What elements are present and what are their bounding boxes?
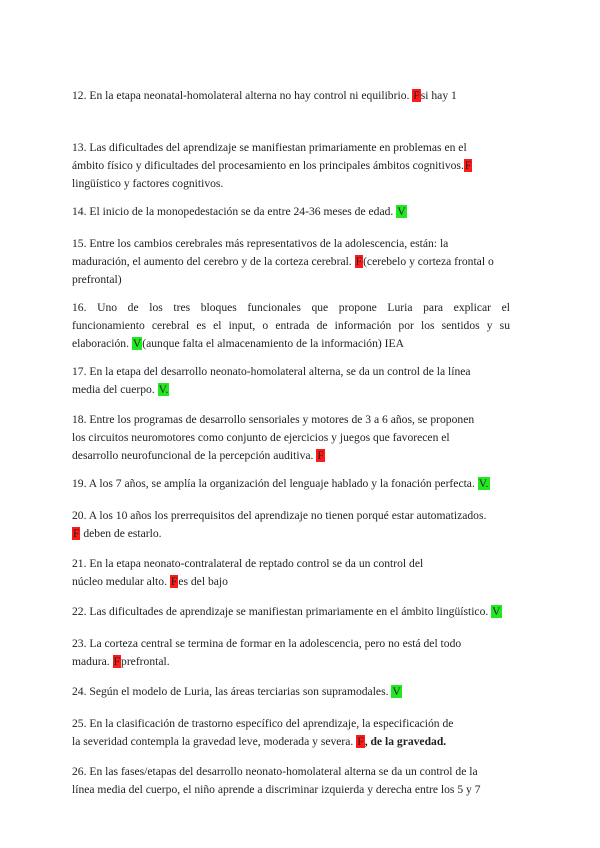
correction-note: , de la gravedad. bbox=[364, 735, 447, 748]
question-20-line bbox=[72, 526, 162, 541]
question-text: 20. A los 10 años los prerrequisitos del aprendizaje no tienen porqué estar automatizados. bbox=[72, 509, 487, 522]
question-23-line bbox=[72, 636, 461, 651]
question-text: funcionamiento cerebral es el input, o entrada de información por los sentidos y su bbox=[72, 319, 510, 332]
question-15-line bbox=[72, 272, 122, 287]
question-14-line bbox=[72, 204, 407, 219]
question-15-line bbox=[72, 236, 448, 251]
true-answer-mark: V. bbox=[478, 477, 489, 490]
false-answer-mark: F bbox=[170, 575, 178, 588]
correction-note: prefrontal. bbox=[121, 655, 170, 668]
true-answer-mark: V bbox=[132, 337, 142, 350]
question-13-line bbox=[72, 140, 467, 155]
false-answer-mark: F bbox=[413, 89, 420, 102]
question-text: 13. Las dificultades del aprendizaje se manifiestan primariamente en problemas en el bbox=[72, 141, 467, 154]
false-answer-mark: F bbox=[73, 527, 80, 540]
question-text: desarrollo neurofuncional de la percepción auditiva. bbox=[72, 449, 317, 462]
question-text: núcleo medular alto. bbox=[72, 575, 170, 588]
question-18-line bbox=[72, 448, 325, 463]
question-text: maduración, el aumento del cerebro y de la corteza cerebral. bbox=[72, 255, 355, 268]
question-text: 19. A los 7 años, se amplía la organización del lenguaje hablado y la fonación perfecta. bbox=[72, 477, 478, 490]
false-answer-mark: F bbox=[317, 449, 324, 462]
question-text: lingüístico y factores cognitivos. bbox=[72, 177, 224, 190]
question-text: prefrontal) bbox=[72, 273, 122, 286]
question-16-line bbox=[72, 318, 510, 333]
question-25-line bbox=[72, 716, 453, 731]
true-answer-mark: V bbox=[397, 205, 406, 218]
question-13-line bbox=[72, 176, 223, 191]
question-26-line bbox=[72, 782, 481, 797]
question-12-line bbox=[72, 88, 457, 103]
question-text: elaboración. bbox=[72, 337, 132, 350]
question-text: ámbito físico y dificultades del procesamiento en los principales ámbitos cognitivos. bbox=[72, 159, 464, 172]
question-text: 24. Según el modelo de Luria, las áreas terciarias son supramodales. bbox=[72, 685, 392, 698]
question-24-line bbox=[72, 684, 402, 699]
question-16-line bbox=[72, 336, 404, 351]
question-text: 14. El inicio de la monopedestación se da entre 24-36 meses de edad. bbox=[72, 205, 397, 218]
question-21-line bbox=[72, 574, 228, 589]
question-25-line bbox=[72, 734, 446, 749]
question-17-line bbox=[72, 382, 169, 397]
false-answer-mark: F bbox=[113, 655, 121, 668]
question-22-line bbox=[72, 604, 502, 619]
correction-note: (cerebelo y corteza frontal o bbox=[363, 255, 494, 268]
question-text: los circuitos neuromotores como conjunto de ejercicios y juegos que favorecen el bbox=[72, 431, 450, 444]
question-15-line bbox=[72, 254, 494, 269]
question-23-line bbox=[72, 654, 170, 669]
question-text: 23. La corteza central se termina de formar en la adolescencia, pero no está del todo bbox=[72, 637, 462, 650]
correction-note: (aunque falta el almacenamiento de la información) IEA bbox=[142, 337, 404, 350]
question-text: 22. Las dificultades de aprendizaje se manifiestan primariamente en el ámbito lingüístico. bbox=[72, 605, 492, 618]
true-answer-mark: V bbox=[492, 605, 501, 618]
question-18-line bbox=[72, 430, 450, 445]
question-text: 18. Entre los programas de desarrollo sensoriales y motores de 3 a 6 años, se proponen bbox=[72, 413, 475, 426]
question-26-line bbox=[72, 764, 478, 779]
question-text: línea media del cuerpo, el niño aprende a discriminar izquierda y derecha entre los 5 y 7 bbox=[72, 783, 481, 796]
question-text: media del cuerpo. bbox=[72, 383, 158, 396]
question-19-line bbox=[72, 476, 490, 491]
question-text: 25. En la clasificación de trastorno específico del aprendizaje, la especificación de bbox=[72, 717, 454, 730]
question-text: la severidad contempla la gravedad leve, moderada y severa. bbox=[72, 735, 357, 748]
false-answer-mark: F bbox=[464, 159, 472, 172]
question-text: 16. Uno de los tres bloques funcionales que propone Luria para explicar el bbox=[72, 301, 510, 314]
question-text: 26. En las fases/etapas del desarrollo neonato-homolateral alterna se da un control de la bbox=[72, 765, 478, 778]
true-answer-mark: V. bbox=[158, 383, 169, 396]
question-20-line bbox=[72, 508, 486, 523]
false-answer-mark: F bbox=[357, 735, 364, 748]
question-text: 21. En la etapa neonato-contralateral de reptado control se da un control del bbox=[72, 557, 424, 570]
question-13-line bbox=[72, 158, 472, 173]
question-16-line bbox=[72, 300, 510, 315]
question-text: 12. En la etapa neonatal-homolateral alterna no hay control ni equilibrio. bbox=[72, 89, 413, 102]
correction-note: es del bajo bbox=[178, 575, 228, 588]
correction-note: deben de estarlo. bbox=[80, 527, 162, 540]
question-text: 15. Entre los cambios cerebrales más representativos de la adolescencia, están: la bbox=[72, 237, 449, 250]
question-21-line bbox=[72, 556, 423, 571]
question-17-line bbox=[72, 364, 471, 379]
true-answer-mark: V bbox=[392, 685, 401, 698]
correction-note: si hay 1 bbox=[420, 89, 457, 102]
false-answer-mark: F bbox=[355, 255, 363, 268]
question-18-line bbox=[72, 412, 474, 427]
question-text: 17. En la etapa del desarrollo neonato-homolateral alterna, se da un control de la línea bbox=[72, 365, 471, 378]
question-text: madura. bbox=[72, 655, 113, 668]
